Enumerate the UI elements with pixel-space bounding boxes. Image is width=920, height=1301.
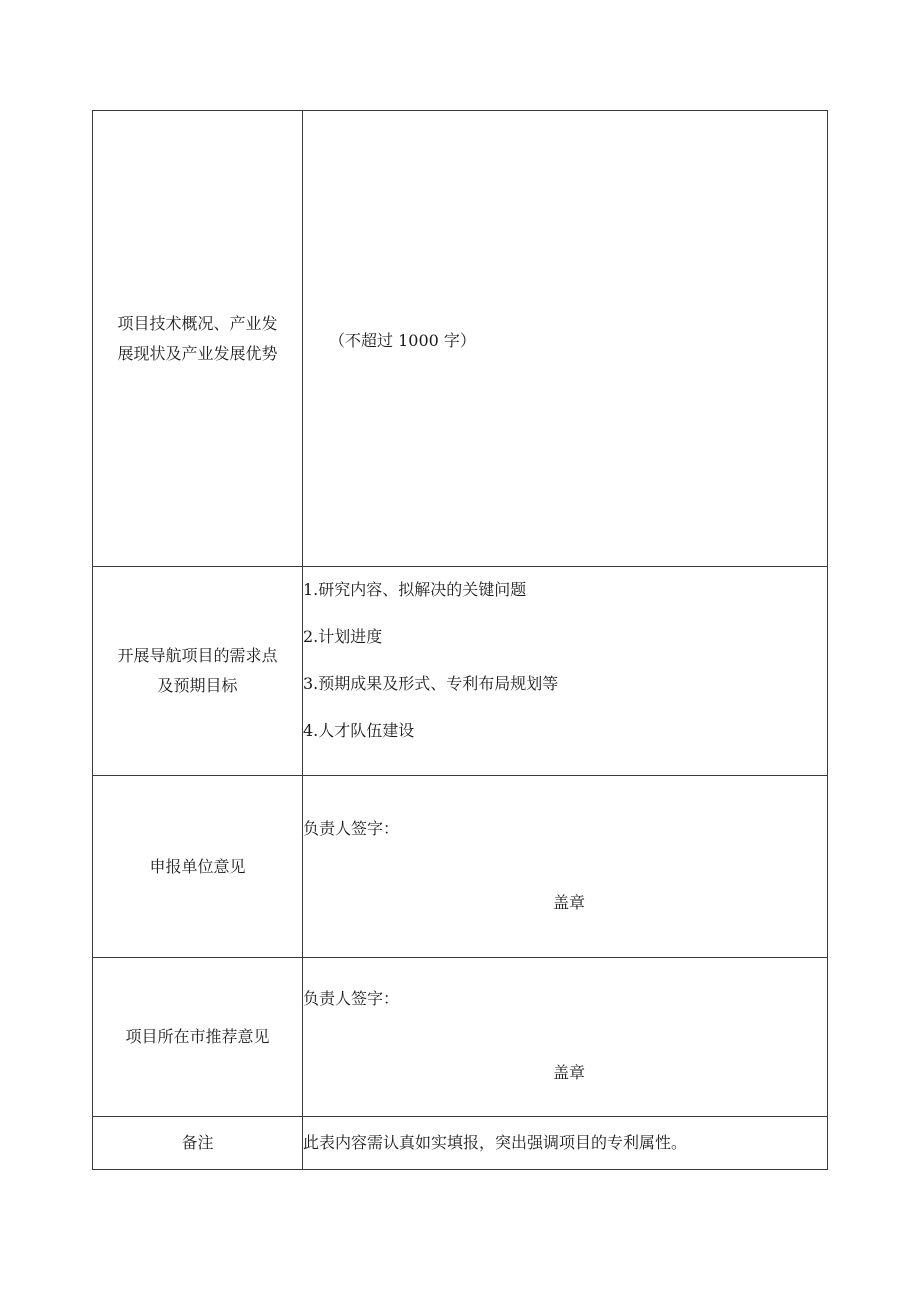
overview-label-line2: 展现状及产业发展优势 (117, 343, 278, 363)
goals-label-line1: 开展导航项目的需求点 (117, 646, 278, 665)
remarks-row (93, 1117, 828, 1170)
city-opinion-label: 项目所在市推荐意见 (93, 958, 303, 1117)
goals-label-cell (93, 567, 303, 776)
city-seal-label: 盖章 (553, 1063, 586, 1082)
overview-hint: （不超过 1000 字） (329, 331, 476, 350)
goal-item-talent: 4.人才队伍建设 (303, 721, 415, 740)
overview-label-cell (93, 111, 303, 567)
unit-seal-label: 盖章 (553, 893, 586, 912)
city-opinion-row (93, 958, 828, 1117)
goals-row (93, 567, 828, 776)
goal-item-schedule: 2.计划进度 (303, 627, 383, 646)
goals-list (303, 575, 558, 763)
goal-item-research: 1.研究内容、拟解决的关键问题 (303, 580, 527, 599)
remarks-label: 备注 (93, 1117, 303, 1170)
city-signature-label: 负责人签字： (303, 989, 400, 1008)
overview-label-line1: 项目技术概况、产业发 (117, 313, 278, 333)
unit-opinion-row (93, 776, 828, 958)
city-opinion-content-cell[interactable] (303, 958, 828, 1117)
unit-opinion-label: 申报单位意见 (93, 776, 303, 958)
goal-item-outcomes: 3.预期成果及形式、专利布局规划等 (303, 674, 559, 693)
application-form-table (92, 110, 828, 1170)
goals-label-line2: 及预期目标 (157, 676, 238, 695)
unit-signature-label: 负责人签字： (303, 819, 400, 838)
remarks-text: 此表内容需认真如实填报，突出强调项目的专利属性。 (303, 1117, 828, 1170)
overview-content-cell[interactable] (303, 111, 828, 567)
overview-row (93, 111, 828, 567)
unit-opinion-content-cell[interactable] (303, 776, 828, 958)
goals-content-cell[interactable] (303, 567, 828, 776)
